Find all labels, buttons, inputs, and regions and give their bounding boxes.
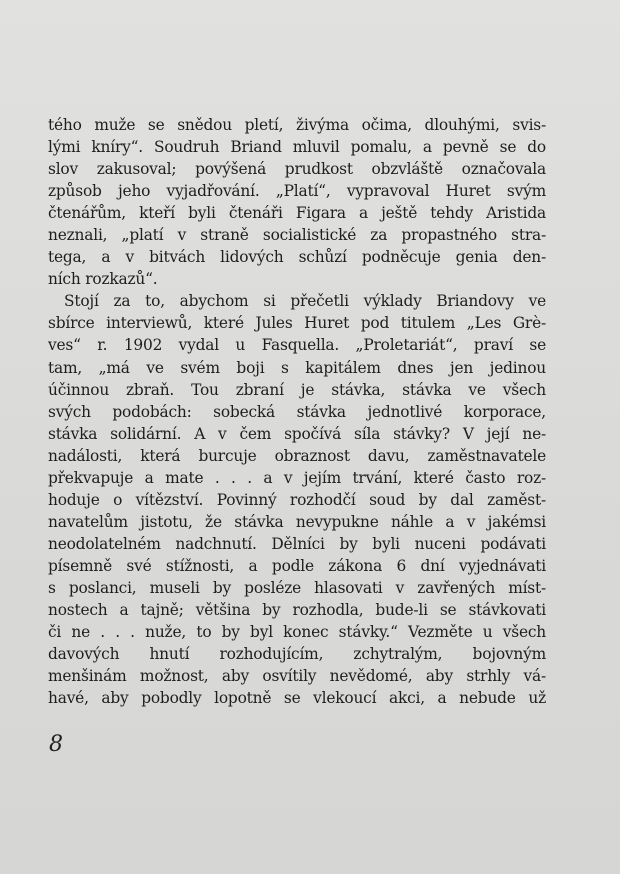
text-line: účinnou zbraň. Tou zbraní je stávka, stávka ve všech: [48, 380, 546, 399]
text-line: překvapuje a mate . . . a v jejím trvání, které často roz-: [48, 468, 546, 487]
text-line: Stojí za to, abychom si přečetli výklady Briandovy ve: [64, 292, 546, 311]
text-line: neznali, „platí v straně socialistické za propastného stra-: [48, 226, 546, 245]
text-line: způsob jeho vyjadřování. „Platí“, vypravoval Huret svým: [48, 182, 546, 201]
text-line: hoduje o vítězství. Povinný rozhodčí soud by dal zaměst-: [48, 490, 546, 509]
text-line: stávka solidární. A v čem spočívá síla stávky? V její ne-: [48, 424, 546, 443]
text-line: lými kníry“. Soudruh Briand mluvil pomalu, a pevně se do: [48, 138, 546, 157]
text-line: neodolatelném nadchnutí. Dělníci by byli nuceni podávati: [48, 534, 546, 553]
text-line: nostech a tajně; většina by rozhodla, bude-li se stávkovati: [48, 601, 546, 620]
text-line: sbírce interviewů, které Jules Huret pod titulem „Les Grè-: [48, 314, 546, 333]
text-line: tam, „má ve svém boji s kapitálem dnes jen jedinou: [48, 358, 546, 377]
text-line: slov zakusoval; povýšená prudkost obzvláště označovala: [48, 160, 546, 179]
body-text: [48, 114, 546, 709]
text-line: ves“ r. 1902 vydal u Fasquella. „Proletariát“, praví se: [48, 336, 546, 355]
text-line: písemně své stížnosti, a podle zákona 6 dní vyjednávati: [48, 556, 546, 575]
text-line: či ne . . . nuže, to by byl konec stávky.“ Vezměte u všech: [48, 623, 546, 642]
text-line: havé, aby pobodly lopotně se vlekoucí akci, a nebude už: [48, 689, 546, 708]
text-line: nadálosti, která burcuje obraznost davu, zaměstnavatele: [48, 446, 546, 465]
text-line: menšinám možnost, aby osvítily nevědomé, aby strhly vá-: [48, 667, 546, 686]
text-line: tega, a v bitvách lidových schůzí podněcuje genia den-: [48, 248, 546, 267]
text-line: navatelům jistotu, že stávka nevypukne náhle a v jakémsi: [48, 512, 546, 531]
text-line: ních rozkazů“.: [48, 270, 158, 289]
text-line: čtenářům, kteří byli čtenáři Figara a ještě tehdy Aristida: [48, 204, 546, 223]
text-line: svých podobách: sobecká stávka jednotlivé korporace,: [48, 402, 546, 421]
text-line: davových hnutí rozhodujícím, zchytralým, bojovným: [48, 645, 546, 664]
text-line: tého muže se snědou pletí, živýma očima, dlouhými, svis-: [48, 116, 546, 134]
page-number: 8: [49, 732, 63, 757]
text-line: s poslanci, museli by posléze hlasovati v zavřených míst-: [48, 578, 546, 597]
